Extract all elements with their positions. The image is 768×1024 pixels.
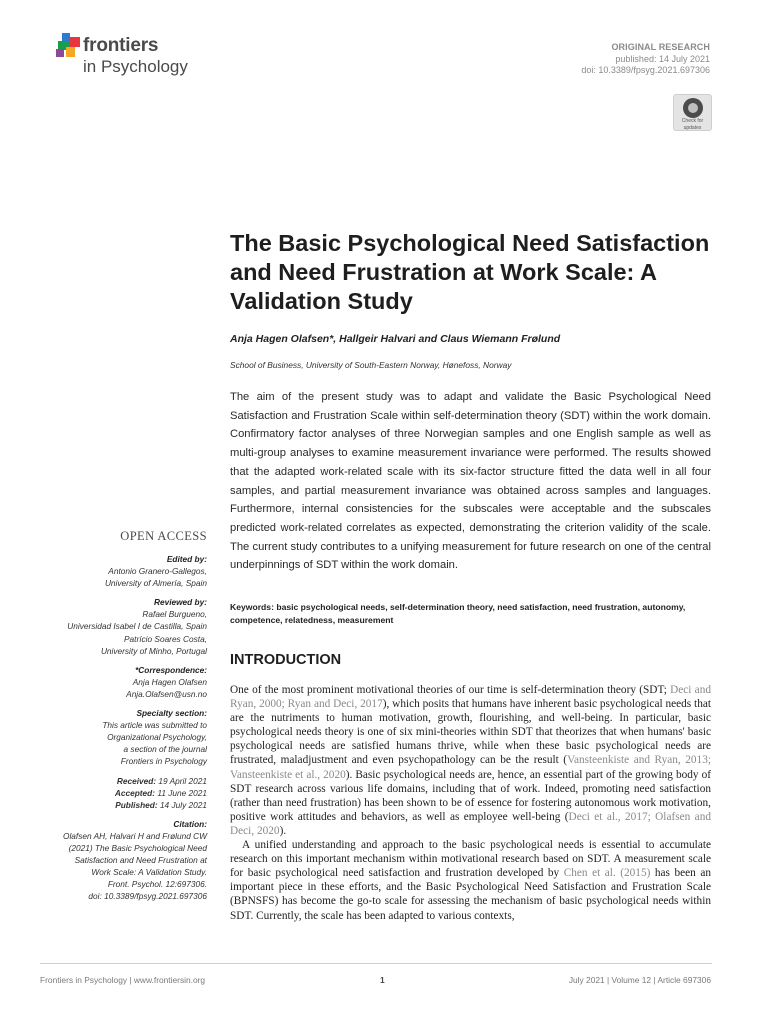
article-info-sidebar [40, 528, 207, 909]
body-text-span: ). Basic psychological needs are, hence, an essential part of the growing body of SDT research across various life domains, including that of work. Indeed, promoting need satisfaction (rather than need frustration) has been shown to be of essence for fostering autonomous work motivation, positive work attitudes and behaviors, as well as employee well-being ( [230, 768, 712, 823]
citation-line: Olafsen AH, Halvari H and Frølund CW [62, 830, 207, 841]
introduction-paragraph-2 [230, 838, 711, 923]
page-number: 1 [380, 975, 385, 985]
affiliation: School of Business, University of South-Eastern Norway, Hønefoss, Norway [230, 360, 512, 370]
published-row [40, 799, 207, 811]
editor-name[interactable]: Antonio Granero-Gallegos, [108, 566, 207, 577]
received-row [40, 775, 207, 787]
article-doi[interactable]: doi: 10.3389/fpsyg.2021.697306 [581, 65, 710, 75]
body-text-span: ). [279, 824, 287, 837]
check-updates-label-2: updates [683, 124, 702, 131]
introduction-paragraph-1 [230, 683, 711, 838]
citation-line: Satisfaction and Need Frustration at [74, 855, 207, 866]
article-title: The Basic Psychological Need Satisfaction and Need Frustration at Work Scale: A Validation Study [230, 230, 710, 314]
specialty-line: This article was submitted to [102, 720, 207, 731]
reviewer-1-affiliation: Universidad Isabel I de Castilla, Spain [67, 621, 207, 632]
journal-logo-line2: in Psychology [83, 57, 188, 76]
reviewer-1-name[interactable]: Rafael Burgueno, [142, 609, 207, 620]
specialty-line: Organizational Psychology, [107, 732, 207, 743]
received-label: Received: [116, 775, 157, 786]
citation-link[interactable]: Chen et al. (2015) [563, 867, 651, 880]
citation-label: Citation: [173, 818, 207, 829]
introduction-heading: INTRODUCTION [230, 652, 342, 668]
keywords: Keywords: basic psychological needs, self-determination theory, need satisfaction, need frustration, autonomy, competence, relatedness, measurement [230, 602, 686, 625]
specialty-line: a section of the journal [123, 744, 207, 755]
reviewer-2-name[interactable]: Patrício Soares Costa, [123, 633, 207, 644]
edited-by-label: Edited by: [166, 554, 207, 564]
journal-logo-line1: frontiers [83, 35, 159, 56]
citation-line: Work Scale: A Validation Study. [91, 867, 207, 878]
published-date: published: 14 July 2021 [615, 53, 710, 64]
introduction-body [230, 683, 711, 923]
footer-divider [40, 963, 712, 964]
reviewed-by-section [40, 596, 207, 656]
frontiers-logo-icon [56, 33, 82, 59]
accepted-date: 11 June 2021 [157, 787, 207, 798]
correspondence-name: Anja Hagen Olafsen [132, 676, 207, 687]
correspondence-email[interactable]: Anja.Olafsen@usn.no [126, 688, 207, 699]
specialty-line: Frontiers in Psychology [120, 756, 207, 767]
article-type: ORIGINAL RESEARCH [611, 42, 710, 52]
body-text-span: One of the most prominent motivational theories of our time is self-determination theory (SDT; [230, 684, 671, 696]
reviewed-by-label: Reviewed by: [153, 597, 207, 608]
citation-link[interactable]: Vansteenkiste and Ryan, 2013; Vansteenkiste et al., 2020 [230, 754, 711, 781]
edited-by-section [40, 553, 207, 589]
specialty-label: Specialty section: [136, 708, 207, 719]
reviewer-2-affiliation: University of Minho, Portugal [100, 645, 207, 656]
citation-line: (2021) The Basic Psychological Need [68, 842, 207, 853]
article-meta [581, 42, 710, 77]
footer-volume-info: July 2021 | Volume 12 | Article 697306 [568, 975, 711, 985]
published-label: Published: [115, 799, 158, 810]
citation-section [40, 818, 207, 903]
crossmark-icon [683, 98, 703, 118]
specialty-section [40, 707, 207, 767]
footer-journal-link[interactable]: Frontiers in Psychology | www.frontiersin.org [40, 975, 206, 985]
body-text-span: has been an important piece in these efforts, and the Basic Psychological Need Satisfaction and Frustration Scale (BPNSFS) has become the go-to scale for assessing the mechanism of basic psychological needs within SDT. Currently, the scale has been adapted to various contexts, [230, 867, 711, 922]
accepted-row [40, 787, 207, 799]
check-for-updates-button[interactable] [673, 94, 712, 131]
open-access-label: OPEN ACCESS [120, 529, 207, 543]
correspondence-label: *Correspondence: [135, 664, 207, 675]
editor-affiliation: University of Almería, Spain [104, 578, 207, 589]
citation-line: Front. Psychol. 12:697306. [107, 879, 207, 890]
author-list[interactable]: Anja Hagen Olafsen*, Hallgeir Halvari and Claus Wiemann Frølund [230, 333, 561, 345]
citation-link[interactable]: Deci and Ryan, 2000; Ryan and Deci, 2017 [230, 684, 711, 711]
check-updates-label-1: Check for [681, 118, 704, 124]
correspondence-section [40, 664, 207, 700]
dates-section [40, 775, 207, 811]
citation-doi[interactable]: doi: 10.3389/fpsyg.2021.697306 [88, 891, 207, 902]
journal-logo[interactable] [56, 33, 206, 81]
accepted-label: Accepted: [114, 787, 156, 798]
body-text-span: ), which posits that humans have inherent basic psychological needs that are the nutriments to human motivation, growth, flourishing, and well-being. In particular, basic psychological needs theory is one of six mini-theories within SDT that theorizes that when humans' basic psychological needs are satisfied humans thrive, while when these basic psychological needs are frustrated, maladjustment and even psychopathology can be the result ( [230, 698, 711, 767]
body-text-span: A unified understanding and approach to the basic psychological needs is essential to accumulate research on this important mechanism within motivational research based on SDT. A measurement scale for basic psychological need satisfaction and frustration developed by [230, 839, 711, 880]
published-sidebar-date: 14 July 2021 [159, 799, 207, 810]
received-date: 19 April 2021 [158, 775, 207, 786]
abstract: The aim of the present study was to adapt and validate the Basic Psychological Need Satisfaction and Frustration Scale within self-determination theory (SDT) within the work domain. Confirmatory factor analyses of three Norwegian samples and one English sample as well as multi-group analyses to examine measurement invariance were performed. The results showed that the adapted work-related scale with its six-factor structure fitted the data well in all four samples, and partial measurement invariance was obtained across samples and languages. Furthermore, internal consistencies for the subscales were acceptable and the subscales predicted work-related correlates as expected, demonstrating the criterion validity of the scale. The current study contributes to a unifying measurement for future research on one of the central underpinnings of SDT within the work domain. [230, 391, 711, 572]
citation-link[interactable]: Deci et al., 2017; Olafsen and Deci, 2020 [230, 810, 711, 837]
